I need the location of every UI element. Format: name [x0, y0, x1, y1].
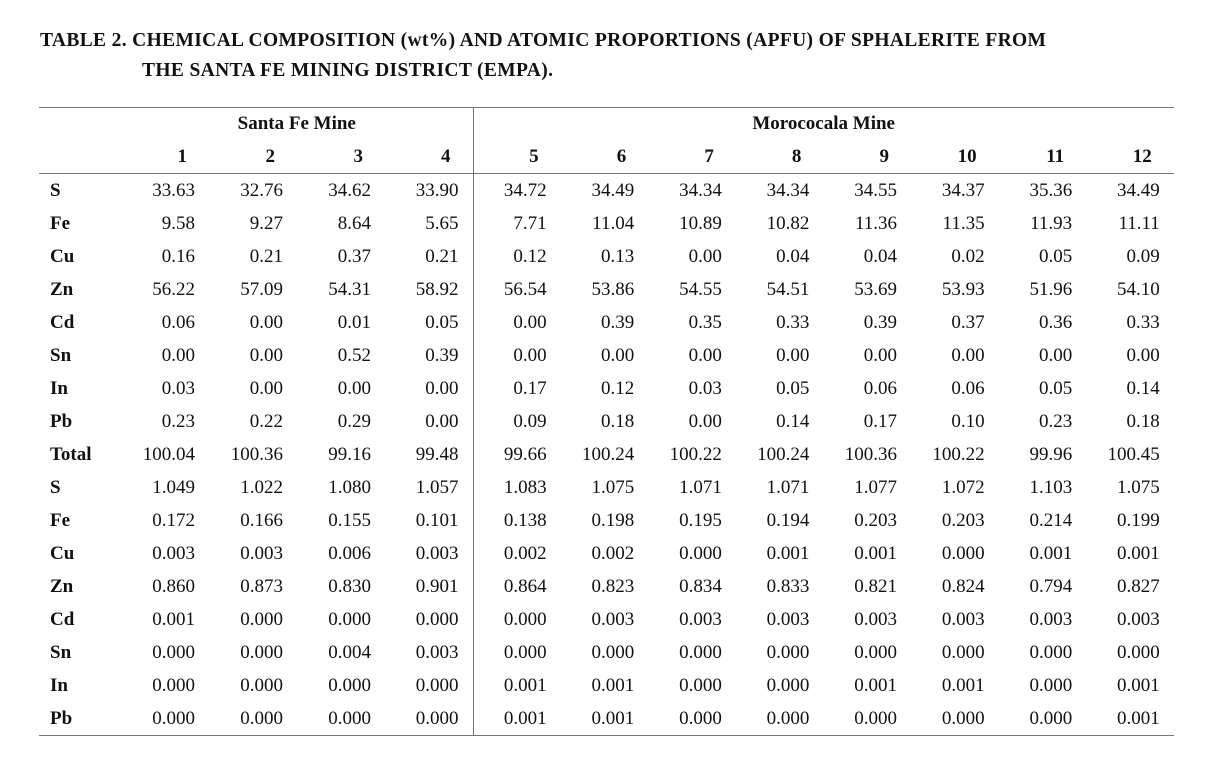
table-cell: 34.49	[1117, 180, 1160, 201]
column-number-blank	[39, 140, 121, 174]
table-cell: 0.09	[473, 405, 561, 438]
table-row	[39, 240, 1174, 273]
table-cell: 0.203	[854, 510, 897, 531]
table-cell: 0.002	[473, 537, 561, 570]
table-cell: 1.083	[473, 471, 561, 504]
table-cell: 0.000	[209, 702, 297, 736]
table-body	[39, 174, 1174, 736]
table-cell: 1.071	[679, 477, 722, 498]
table-cell: 1.057	[415, 477, 459, 498]
table-cell: 0.000	[240, 675, 283, 696]
column-number-11: 11	[999, 140, 1087, 174]
table-cell: 0.001	[152, 609, 195, 630]
table-row	[39, 174, 1174, 208]
table-cell: 34.49	[591, 180, 635, 201]
table-cell: 0.00	[1126, 345, 1160, 366]
table-cell: 0.05	[776, 378, 810, 399]
table-cell: 100.22	[669, 444, 722, 465]
table-cell: 9.27	[249, 213, 283, 234]
table-cell: 1.072	[941, 477, 985, 498]
table-cell: 0.17	[863, 411, 897, 432]
table-cell: 0.901	[415, 576, 459, 597]
table-cell: 9.58	[161, 213, 195, 234]
table-cell: 8.64	[337, 213, 371, 234]
table-cell: 0.834	[679, 576, 722, 597]
table-cell: 0.203	[941, 510, 985, 531]
table-row	[39, 438, 1174, 471]
table-cell: 1.075	[591, 477, 635, 498]
table-cell: 1.080	[328, 477, 371, 498]
table-row	[39, 669, 1174, 702]
table-row	[39, 306, 1174, 339]
table-cell: 0.003	[152, 543, 195, 564]
composition-table	[39, 107, 1174, 736]
table-cell: 0.39	[863, 312, 897, 333]
table-cell: 0.00	[161, 345, 195, 366]
composition-table-container	[39, 107, 1173, 736]
table-cell: 0.37	[951, 312, 985, 333]
table-cell: 100.04	[142, 444, 195, 465]
table-cell: 0.214	[1029, 510, 1073, 531]
table-cell: 0.22	[249, 411, 283, 432]
column-number-9: 9	[823, 140, 911, 174]
row-label: In	[50, 675, 68, 696]
table-cell: 0.000	[415, 609, 459, 630]
table-cell: 0.000	[941, 642, 985, 663]
table-cell: 10.82	[766, 213, 810, 234]
table-cell: 0.000	[473, 636, 561, 669]
table-cell: 11.35	[942, 213, 985, 234]
table-cell: 0.00	[473, 306, 561, 339]
table-cell: 0.00	[473, 339, 561, 372]
row-label: S	[50, 180, 61, 201]
table-cell: 0.138	[473, 504, 561, 537]
table-cell: 0.52	[337, 345, 371, 366]
row-label: Cd	[50, 312, 75, 333]
table-cell: 0.06	[863, 378, 897, 399]
table-cell: 0.000	[766, 675, 810, 696]
caption-line-2: THE SANTA FE MINING DISTRICT (EMPA).	[142, 60, 554, 81]
table-cell: 0.821	[854, 576, 897, 597]
table-cell: 0.001	[473, 669, 561, 702]
table-cell: 0.000	[854, 642, 897, 663]
column-number-2: 2	[209, 140, 297, 174]
table-cell: 11.04	[592, 213, 635, 234]
table-cell: 99.48	[415, 444, 459, 465]
row-label: Pb	[50, 411, 73, 432]
table-cell: 0.18	[600, 411, 635, 432]
table-cell: 0.06	[951, 378, 985, 399]
table-cell: 0.195	[679, 510, 722, 531]
table-cell: 54.55	[679, 279, 722, 300]
table-cell: 0.003	[1029, 609, 1073, 630]
table-cell: 34.34	[766, 180, 810, 201]
table-cell: 0.13	[600, 246, 635, 267]
table-cell: 0.00	[951, 345, 985, 366]
row-label: Zn	[50, 576, 74, 597]
table-cell: 0.001	[591, 675, 635, 696]
table-cell: 0.05	[425, 312, 459, 333]
table-cell: 100.36	[230, 444, 283, 465]
table-cell: 0.000	[823, 702, 911, 736]
table-cell: 0.000	[240, 609, 283, 630]
table-cell: 56.22	[152, 279, 195, 300]
table-cell: 0.000	[648, 702, 736, 736]
table-row	[39, 603, 1174, 636]
table-cell: 0.05	[1038, 378, 1073, 399]
table-cell: 11.11	[1118, 213, 1160, 234]
column-number-1: 1	[121, 140, 209, 174]
table-cell: 0.006	[328, 543, 371, 564]
table-cell: 33.63	[152, 180, 195, 201]
table-cell: 0.000	[591, 642, 635, 663]
table-cell: 0.003	[591, 609, 635, 630]
table-cell: 10.89	[679, 213, 722, 234]
row-label: Fe	[50, 510, 71, 531]
table-cell: 100.22	[932, 444, 985, 465]
table-cell: 54.51	[766, 279, 810, 300]
table-cell: 0.001	[854, 675, 897, 696]
table-cell: 0.003	[679, 609, 722, 630]
caption-line-1: TABLE 2. CHEMICAL COMPOSITION (wt%) AND ATOMIC PROPORTIONS (APFU) OF SPHALERITE FROM	[40, 30, 1047, 51]
table-cell: 100.45	[1107, 444, 1160, 465]
table-cell: 0.14	[776, 411, 810, 432]
table-cell: 51.96	[1029, 279, 1073, 300]
table-cell: 0.12	[473, 240, 561, 273]
table-cell: 0.000	[297, 702, 385, 736]
table-cell: 0.12	[600, 378, 635, 399]
table-row	[39, 636, 1174, 669]
row-label: Cu	[50, 543, 75, 564]
table-cell: 0.00	[600, 345, 635, 366]
table-cell: 0.003	[1117, 609, 1160, 630]
table-cell: 0.37	[337, 246, 371, 267]
table-cell: 0.05	[1038, 246, 1073, 267]
table-cell: 0.001	[1086, 702, 1174, 736]
table-cell: 0.000	[121, 702, 209, 736]
table-cell: 0.39	[600, 312, 635, 333]
table-cell: 0.00	[688, 345, 722, 366]
table-cell: 0.00	[337, 378, 371, 399]
group-header-morococala: Morococala Mine	[473, 108, 1174, 141]
table-cell: 0.21	[249, 246, 283, 267]
table-cell: 0.198	[591, 510, 635, 531]
table-cell: 0.01	[337, 312, 371, 333]
table-cell: 1.022	[240, 477, 283, 498]
table-cell: 0.000	[385, 702, 473, 736]
table-cell: 0.002	[591, 543, 635, 564]
row-label: Cu	[50, 246, 75, 267]
table-cell: 0.33	[776, 312, 810, 333]
table-cell: 53.69	[854, 279, 897, 300]
table-cell: 0.10	[951, 411, 985, 432]
table-cell: 0.14	[1126, 378, 1160, 399]
column-number-10: 10	[911, 140, 999, 174]
table-cell: 0.000	[679, 675, 722, 696]
table-cell: 0.827	[1117, 576, 1160, 597]
column-number-12: 12	[1086, 140, 1174, 174]
table-cell: 1.103	[1029, 477, 1073, 498]
table-cell: 0.36	[1038, 312, 1073, 333]
table-cell: 0.166	[240, 510, 283, 531]
table-cell: 0.00	[776, 345, 810, 366]
table-cell: 1.075	[1117, 477, 1160, 498]
table-cell: 54.31	[328, 279, 371, 300]
table-cell: 0.001	[1117, 543, 1160, 564]
table-cell: 0.003	[941, 609, 985, 630]
table-cell: 11.36	[854, 213, 897, 234]
table-cell: 0.04	[863, 246, 897, 267]
row-label: In	[50, 378, 68, 399]
table-cell: 53.93	[941, 279, 985, 300]
column-number-3: 3	[297, 140, 385, 174]
table-cell: 35.36	[1029, 180, 1073, 201]
table-cell: 34.62	[328, 180, 371, 201]
table-cell: 7.71	[473, 207, 561, 240]
row-label: Pb	[39, 702, 121, 736]
table-cell: 0.824	[941, 576, 985, 597]
table-cell: 34.55	[854, 180, 897, 201]
table-cell: 33.90	[415, 180, 459, 201]
row-label: Cd	[50, 609, 75, 630]
table-cell: 0.003	[854, 609, 897, 630]
table-cell: 0.000	[415, 675, 459, 696]
table-cell: 99.96	[1029, 444, 1073, 465]
table-cell: 0.00	[249, 312, 283, 333]
table-row	[39, 207, 1174, 240]
table-cell: 0.000	[679, 543, 722, 564]
table-cell: 57.09	[240, 279, 283, 300]
table-cell: 0.000	[1117, 642, 1160, 663]
table-cell: 5.65	[425, 213, 459, 234]
table-cell: 0.000	[473, 603, 561, 636]
table-cell: 0.003	[415, 642, 459, 663]
table-cell: 58.92	[415, 279, 459, 300]
table-cell: 0.000	[941, 543, 985, 564]
row-label: S	[50, 477, 61, 498]
row-label: Sn	[50, 642, 72, 663]
table-cell: 54.10	[1117, 279, 1160, 300]
table-cell: 1.077	[854, 477, 897, 498]
table-cell: 0.00	[249, 345, 283, 366]
table-cell: 1.049	[152, 477, 195, 498]
table-cell: 0.09	[1126, 246, 1160, 267]
table-cell: 34.34	[679, 180, 722, 201]
table-row	[39, 372, 1174, 405]
table-row	[39, 570, 1174, 603]
table-cell: 0.001	[1117, 675, 1160, 696]
table-cell: 0.00	[249, 378, 283, 399]
table-row	[39, 702, 1174, 736]
table-cell: 0.000	[1029, 642, 1073, 663]
table-caption	[40, 26, 1190, 86]
table-cell: 0.35	[688, 312, 722, 333]
table-row	[39, 339, 1174, 372]
group-header-santa-fe: Santa Fe Mine	[121, 108, 473, 141]
row-label: Total	[50, 444, 92, 465]
table-cell: 0.000	[679, 642, 722, 663]
column-number-8: 8	[736, 140, 824, 174]
group-header-row	[39, 108, 1174, 141]
table-cell: 0.833	[766, 576, 810, 597]
column-number-6: 6	[561, 140, 649, 174]
table-cell: 0.155	[328, 510, 371, 531]
table-cell: 0.003	[240, 543, 283, 564]
table-cell: 0.00	[863, 345, 897, 366]
table-cell: 0.000	[766, 642, 810, 663]
table-cell: 0.873	[240, 576, 283, 597]
table-cell: 0.101	[415, 510, 459, 531]
table-cell: 0.03	[161, 378, 195, 399]
table-cell: 0.000	[328, 609, 371, 630]
table-cell: 0.864	[473, 570, 561, 603]
table-cell: 0.000	[1029, 675, 1073, 696]
column-number-5: 5	[473, 140, 561, 174]
table-cell: 0.16	[161, 246, 195, 267]
table-row	[39, 405, 1174, 438]
table-cell: 0.823	[591, 576, 635, 597]
table-cell: 99.66	[473, 438, 561, 471]
table-cell: 0.001	[941, 675, 985, 696]
table-cell: 0.17	[473, 372, 561, 405]
table-cell: 0.172	[152, 510, 195, 531]
table-row	[39, 273, 1174, 306]
table-cell: 0.29	[337, 411, 371, 432]
table-cell: 0.03	[688, 378, 722, 399]
table-cell: 0.860	[152, 576, 195, 597]
table-cell: 0.23	[161, 411, 195, 432]
table-cell: 0.001	[766, 543, 810, 564]
table-cell: 100.36	[844, 444, 897, 465]
table-cell: 32.76	[240, 180, 283, 201]
table-cell: 0.001	[473, 702, 561, 736]
table-cell: 1.071	[766, 477, 810, 498]
table-cell: 0.02	[951, 246, 985, 267]
table-cell: 0.000	[328, 675, 371, 696]
table-cell: 0.21	[425, 246, 459, 267]
table-cell: 0.00	[425, 378, 459, 399]
table-cell: 0.001	[854, 543, 897, 564]
table-cell: 0.001	[561, 702, 649, 736]
table-cell: 0.003	[415, 543, 459, 564]
table-cell: 0.003	[766, 609, 810, 630]
table-row	[39, 504, 1174, 537]
table-cell: 0.000	[152, 642, 195, 663]
table-cell: 100.24	[757, 444, 810, 465]
group-header-blank	[39, 108, 121, 141]
table-cell: 56.54	[473, 273, 561, 306]
table-cell: 11.93	[1030, 213, 1073, 234]
table-row	[39, 537, 1174, 570]
table-cell: 0.000	[240, 642, 283, 663]
table-cell: 0.830	[328, 576, 371, 597]
table-cell: 99.16	[328, 444, 371, 465]
table-cell: 0.194	[766, 510, 810, 531]
table-cell: 0.199	[1117, 510, 1160, 531]
table-cell: 34.72	[473, 174, 561, 208]
table-row	[39, 471, 1174, 504]
column-number-row	[39, 140, 1174, 174]
table-cell: 0.004	[328, 642, 371, 663]
table-cell: 0.000	[152, 675, 195, 696]
table-cell: 0.00	[688, 246, 722, 267]
row-label: Fe	[50, 213, 71, 234]
table-cell: 0.23	[1038, 411, 1073, 432]
table-cell: 0.04	[776, 246, 810, 267]
table-cell: 34.37	[941, 180, 985, 201]
table-cell: 0.18	[1126, 411, 1160, 432]
table-cell: 0.33	[1126, 312, 1160, 333]
row-label: Zn	[50, 279, 74, 300]
table-cell: 0.00	[688, 411, 722, 432]
table-cell: 0.00	[1038, 345, 1073, 366]
table-cell: 0.000	[999, 702, 1087, 736]
row-label: Sn	[50, 345, 72, 366]
column-number-4: 4	[385, 140, 473, 174]
table-cell: 0.001	[1029, 543, 1073, 564]
table-cell: 53.86	[591, 279, 635, 300]
table-cell: 0.00	[425, 411, 459, 432]
table-cell: 100.24	[581, 444, 635, 465]
table-cell: 0.06	[161, 312, 195, 333]
table-cell: 0.39	[425, 345, 459, 366]
table-cell: 0.000	[736, 702, 824, 736]
column-number-7: 7	[648, 140, 736, 174]
table-cell: 0.000	[911, 702, 999, 736]
table-cell: 0.794	[1029, 576, 1073, 597]
